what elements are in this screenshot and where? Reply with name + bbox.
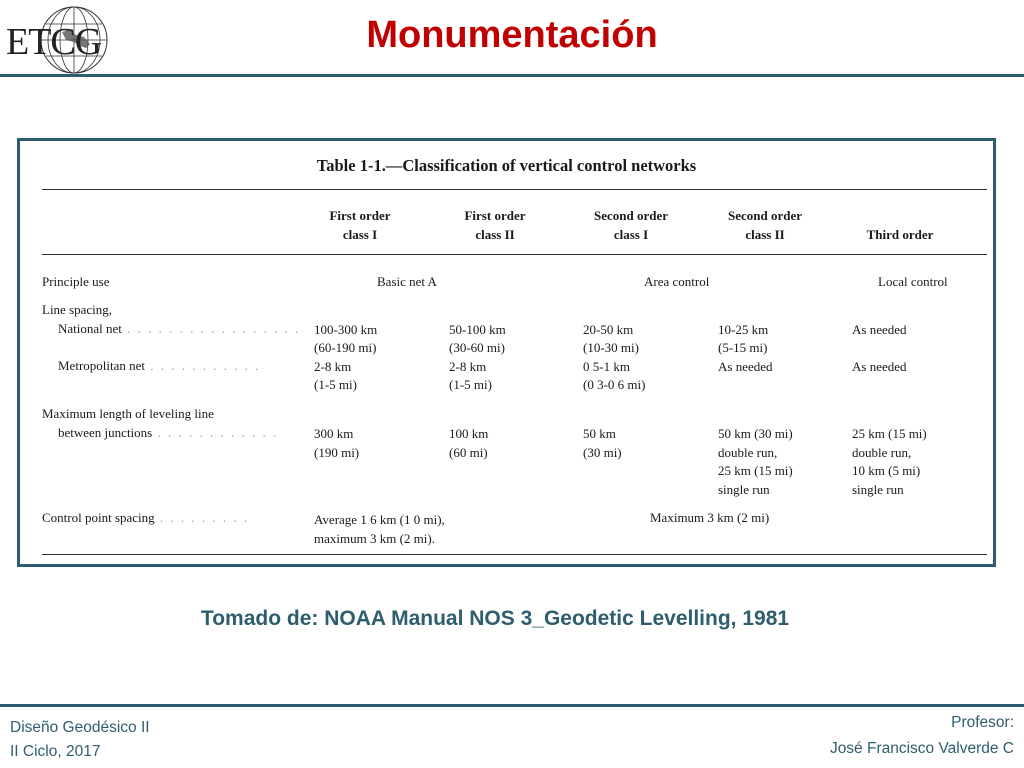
professor-name: José Francisco Valverde C (829, 740, 1014, 757)
col-header-5 (845, 227, 955, 243)
cell-national-2: 50-100 km (30-60 mi) (449, 322, 506, 355)
classification-table (20, 141, 999, 570)
row-label-national (58, 321, 300, 337)
table-rule (42, 554, 987, 555)
table-frame (17, 138, 996, 567)
source-citation: Tomado de: NOAA Manual NOS 3_Geodetic Levelling, 1981 (200, 607, 790, 630)
row-label-control-spacing (42, 510, 249, 526)
row-label-max-length: Maximum length of leveling line (42, 406, 214, 421)
cell-maxlen-4: 50 km (30 mi) double run, 25 km (15 mi) single run (718, 426, 793, 497)
cell-maxlen-2: 100 km (60 mi) (449, 426, 489, 460)
table-rule (42, 254, 987, 255)
row-label-principle-use: Principle use (42, 274, 110, 289)
cell-metro-3: 0 5-1 km (0 3-0 6 mi) (583, 359, 646, 392)
leader-dots: . . . . . . . . . (154, 510, 250, 525)
cell-metro-2: 2-8 km (1-5 mi) (449, 359, 492, 392)
national-label: National net (58, 321, 122, 336)
row-label-metropolitan (58, 358, 261, 374)
row-label-line-spacing: Line spacing, (42, 302, 113, 317)
cell-area-control: Area control (644, 274, 710, 289)
cell-metro-5: As needed (852, 359, 907, 374)
logo-text: ETCG (6, 21, 102, 63)
cell-national-5: As needed (852, 322, 907, 337)
control-spacing-label: Control point spacing (42, 510, 155, 525)
col-header-5-line2: Third order (866, 227, 934, 242)
cell-basic-net: Basic net A (377, 274, 437, 289)
col-header-3 (576, 208, 686, 243)
leader-dots: . . . . . . . . . . . . . . . . . (121, 321, 301, 336)
cell-maxlen-3: 50 km (30 mi) (583, 426, 622, 460)
row-label-between-junctions (58, 425, 278, 441)
slide-title: Monumentación (366, 14, 658, 56)
top-divider (0, 74, 1024, 77)
col-header-2-line2: class II (475, 227, 515, 242)
between-junctions-label: between junctions (58, 425, 153, 440)
leader-dots: . . . . . . . . . . . (145, 358, 261, 373)
bottom-divider (0, 704, 1024, 707)
footer-professor (830, 710, 1014, 762)
col-header-1-line2: class I (342, 227, 378, 242)
table-title: Table 1-1.—Classification of vertical control networks (316, 156, 697, 175)
footer-course (10, 716, 150, 764)
cell-control-first: Average 1 6 km (1 0 mi), maximum 3 km (2 mi). (314, 512, 445, 546)
metropolitan-label: Metropolitan net (58, 358, 146, 373)
cell-control-second: Maximum 3 km (2 mi) (650, 510, 770, 525)
cell-maxlen-5: 25 km (15 mi) double run, 10 km (5 mi) single run (852, 426, 927, 497)
leader-dots: . . . . . . . . . . . . (152, 425, 279, 440)
col-header-4-line2: class II (745, 227, 785, 242)
professor-role: Profesor: (951, 714, 1014, 731)
col-header-2 (445, 208, 545, 243)
col-header-2-line1: First order (464, 208, 526, 223)
col-header-3-line1: Second order (593, 208, 669, 223)
cell-metro-4: As needed (718, 359, 773, 374)
course-term: II Ciclo, 2017 (10, 743, 101, 760)
table-rule (42, 189, 987, 190)
cell-national-4: 10-25 km (5-15 mi) (718, 322, 769, 355)
col-header-3-line2: class I (613, 227, 649, 242)
cell-local-control: Local control (878, 274, 948, 289)
col-header-1 (310, 208, 410, 243)
col-header-4-line1: Second order (727, 208, 803, 223)
col-header-1-line1: First order (329, 208, 391, 223)
course-name: Diseño Geodésico II (10, 719, 150, 736)
col-header-4 (710, 208, 820, 243)
cell-metro-1: 2-8 km (1-5 mi) (314, 359, 357, 392)
cell-national-1: 100-300 km (60-190 mi) (314, 322, 378, 355)
cell-national-3: 20-50 km (10-30 mi) (583, 322, 639, 355)
cell-maxlen-1: 300 km (190 mi) (314, 426, 360, 460)
